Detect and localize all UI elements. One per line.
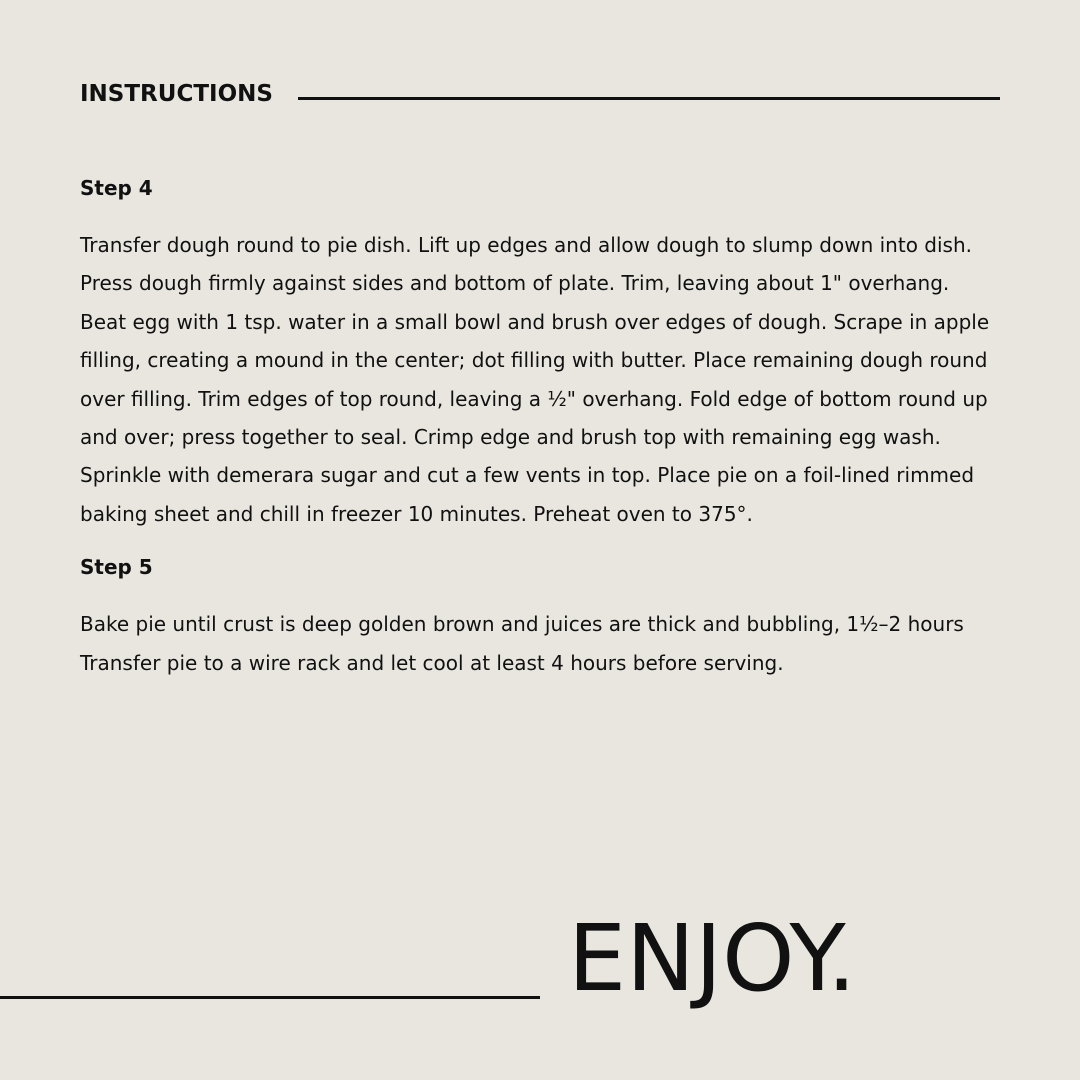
- section-title: INSTRUCTIONS: [80, 81, 273, 107]
- step-description: Transfer dough round to pie dish. Lift up edges and allow dough to slump down into dish. Press dough firmly against sides and bottom of plate. Trim, leaving about 1" overhang. Beat egg with 1 tsp. water in a small bowl and brush over edges of dough. Scrape in apple filling, creating a mound in the center; dot filling with butter. Place remaining dough round over filling. Trim edges of top round, leaving a ½" overhang. Fold edge of bottom round up and over; press together to seal. Crimp edge and brush top with remaining egg wash. Sprinkle with demerara sugar and cut a few vents in top. Place pie on a foil-lined rimmed baking sheet and chill in freezer 10 minutes. Preheat oven to 375°.: [80, 233, 990, 526]
- instructions-content: [80, 172, 1000, 682]
- footer-divider: [0, 996, 540, 999]
- step-5: [80, 551, 1000, 682]
- step-description: Bake pie until crust is deep golden brown and juices are thick and bubbling, 1½–2 hours Transfer pie to a wire rack and let cool at least 4 hours before serving.: [80, 612, 964, 675]
- instructions-header: [80, 78, 1000, 110]
- closing-text: ENJOY.: [568, 905, 857, 1012]
- step-heading: Step 4: [80, 176, 153, 200]
- step-4: [80, 172, 1000, 533]
- step-heading: Step 5: [80, 555, 153, 580]
- header-divider: [298, 97, 1000, 100]
